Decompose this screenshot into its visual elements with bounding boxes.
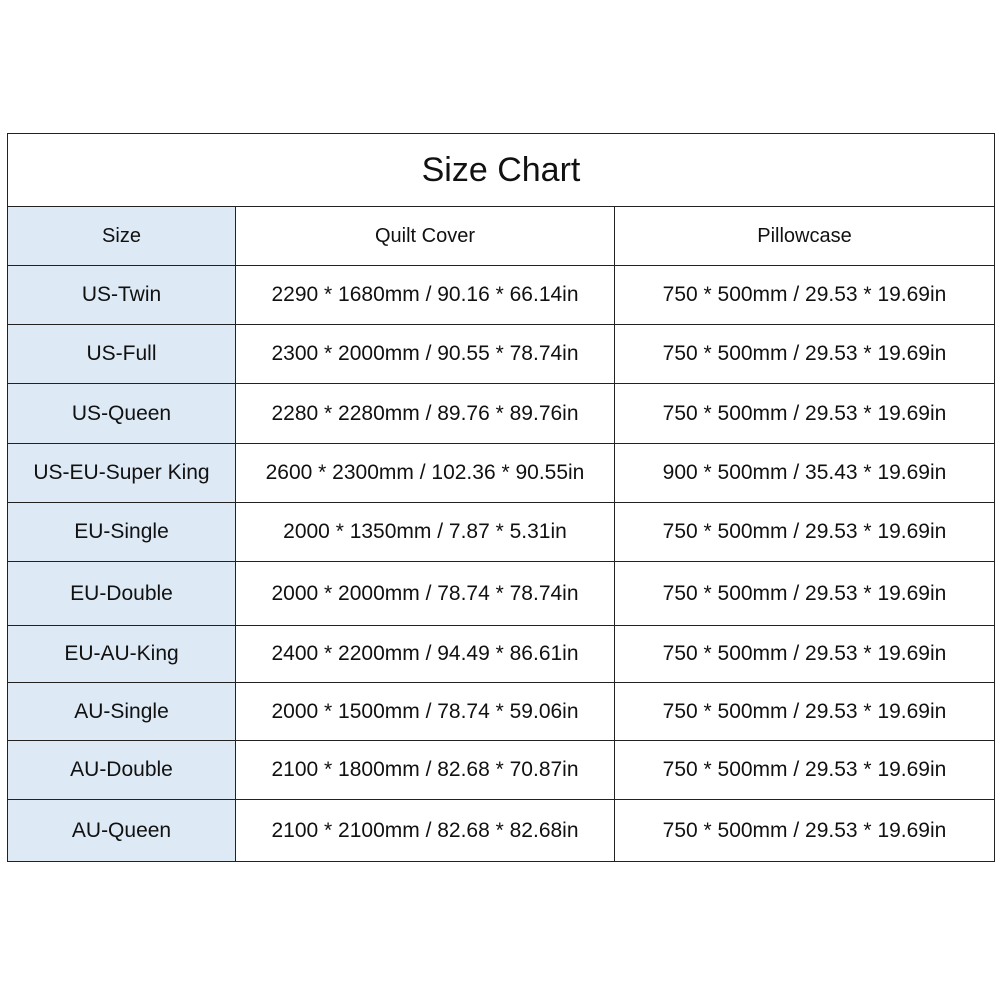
quilt-cover-cell: 2600 * 2300mm / 102.36 * 90.55in — [236, 444, 615, 503]
header-pillowcase: Pillowcase — [615, 207, 994, 266]
quilt-cover-cell: 2100 * 1800mm / 82.68 * 70.87in — [236, 741, 615, 800]
pillowcase-cell: 750 * 500mm / 29.53 * 19.69in — [615, 325, 994, 384]
size-cell: AU-Double — [8, 741, 236, 800]
size-table — [8, 207, 994, 861]
quilt-cover-cell: 2280 * 2280mm / 89.76 * 89.76in — [236, 384, 615, 444]
quilt-cover-cell: 2000 * 1350mm / 7.87 * 5.31in — [236, 503, 615, 562]
pillowcase-cell: 750 * 500mm / 29.53 * 19.69in — [615, 562, 994, 626]
size-cell: US-Full — [8, 325, 236, 384]
chart-title: Size Chart — [8, 134, 994, 207]
quilt-cover-cell: 2000 * 1500mm / 78.74 * 59.06in — [236, 683, 615, 741]
quilt-cover-cell: 2290 * 1680mm / 90.16 * 66.14in — [236, 266, 615, 325]
size-cell: AU-Single — [8, 683, 236, 741]
quilt-cover-cell: 2000 * 2000mm / 78.74 * 78.74in — [236, 562, 615, 626]
size-cell: US-EU-Super King — [8, 444, 236, 503]
quilt-cover-cell: 2100 * 2100mm / 82.68 * 82.68in — [236, 800, 615, 861]
header-quilt-cover: Quilt Cover — [236, 207, 615, 266]
size-cell: EU-Double — [8, 562, 236, 626]
pillowcase-cell: 900 * 500mm / 35.43 * 19.69in — [615, 444, 994, 503]
size-cell: US-Queen — [8, 384, 236, 444]
pillowcase-cell: 750 * 500mm / 29.53 * 19.69in — [615, 503, 994, 562]
size-cell: US-Twin — [8, 266, 236, 325]
pillowcase-cell: 750 * 500mm / 29.53 * 19.69in — [615, 741, 994, 800]
pillowcase-cell: 750 * 500mm / 29.53 * 19.69in — [615, 384, 994, 444]
pillowcase-cell: 750 * 500mm / 29.53 * 19.69in — [662, 818, 947, 842]
pillowcase-cell: 750 * 500mm / 29.53 * 19.69in — [615, 266, 994, 325]
size-cell: EU-Single — [8, 503, 236, 562]
size-cell: AU-Queen — [8, 800, 236, 861]
pillowcase-cell: 750 * 500mm / 29.53 * 19.69in — [615, 683, 994, 741]
size-cell: EU-AU-King — [8, 626, 236, 683]
quilt-cover-cell: 2400 * 2200mm / 94.49 * 86.61in — [236, 626, 615, 683]
pillowcase-cell: 750 * 500mm / 29.53 * 19.69in — [615, 626, 994, 683]
size-chart — [7, 133, 995, 862]
quilt-cover-cell: 2300 * 2000mm / 90.55 * 78.74in — [236, 325, 615, 384]
header-size: Size — [8, 207, 236, 266]
